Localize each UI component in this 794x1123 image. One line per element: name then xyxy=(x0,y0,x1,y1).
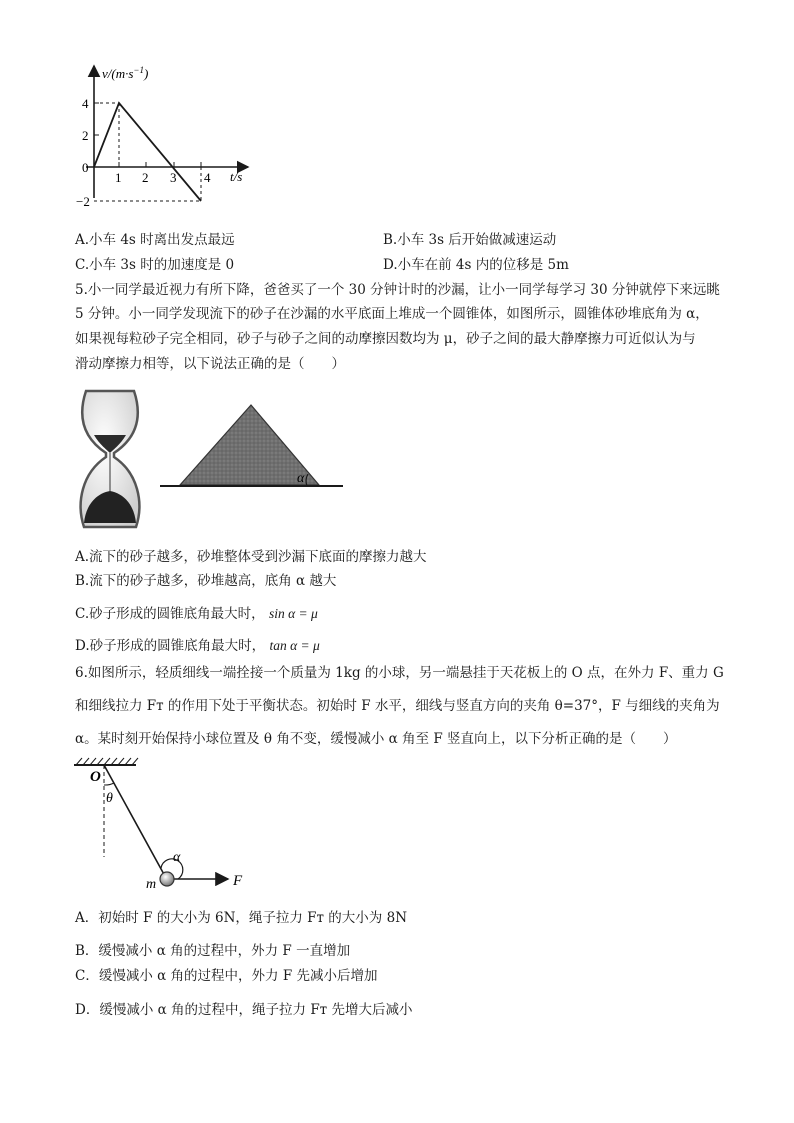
velocity-line xyxy=(94,103,201,201)
hourglass-figure xyxy=(72,385,152,535)
x-tick-2: 2 xyxy=(142,170,149,185)
q5-option-a: A.流下的砂子越多，砂堆整体受到沙漏下底面的摩擦力越大 xyxy=(75,549,427,565)
q5-stem-line-4: 滑动摩擦力相等，以下说法正确的是（ ） xyxy=(75,356,345,372)
q6-option-a: A．初始时 F 的大小为 6N，绳子拉力 Fᴛ 的大小为 8N xyxy=(75,910,408,926)
q4-option-d: D.小车在前 4s 内的位移是 5m xyxy=(383,257,569,273)
pendulum-figure xyxy=(70,755,260,895)
q5-option-d-formula: tan α = μ xyxy=(269,638,320,653)
q5-option-c xyxy=(75,605,318,623)
string xyxy=(104,765,166,878)
q6-option-b: B．缓慢减小 α 角的过程中，外力 F 一直增加 xyxy=(75,943,351,959)
q4-option-a: A.小车 4s 时离出发点最远 xyxy=(75,232,235,248)
q4-option-b: B.小车 3s 后开始做减速运动 xyxy=(383,232,557,248)
y-tick-2: 2 xyxy=(82,128,89,143)
x-tick-4: 4 xyxy=(204,170,211,185)
velocity-time-graph xyxy=(70,58,260,218)
q6-stem-line-2: 和细线拉力 Fᴛ 的作用下处于平衡状态。初始时 F 水平，细线与竖直方向的夹角 θ=37°，F 与细线的夹角为 xyxy=(75,698,720,714)
x-axis-label: t/s xyxy=(230,169,243,184)
force-label: F xyxy=(233,873,243,889)
q4-option-c: C.小车 3s 时的加速度是 0 xyxy=(75,257,235,273)
q5-option-d-text: D.砂子形成的圆锥底角最大时， xyxy=(75,638,266,654)
x-tick-1: 1 xyxy=(115,170,122,185)
q5-option-c-text: C.砂子形成的圆锥底角最大时， xyxy=(75,606,265,622)
cone-angle-label: α xyxy=(297,471,305,486)
q5-stem-line-3: 如果视每粒砂子完全相同，砂子与砂子之间的动摩擦因数均为 μ，砂子之间的最大静摩擦力可近似认为与 xyxy=(75,331,696,347)
q5-stem-line-2: 5 分钟。小一同学发现流下的砂子在沙漏的水平底面上堆成一个圆锥体，如图所示，圆锥体砂堆底角为 α， xyxy=(75,306,709,322)
q6-stem-line-1: 6.如图所示，轻质细线一端拴接一个质量为 1kg 的小球，另一端悬挂于天花板上的 O 点，在外力 F、重力 G xyxy=(75,665,724,681)
q5-option-d xyxy=(75,637,320,655)
x-tick-3: 3 xyxy=(170,170,177,185)
y-tick-neg2: −2 xyxy=(76,194,90,209)
y-tick-0: 0 xyxy=(82,160,89,175)
theta-label: θ xyxy=(106,791,113,806)
q6-option-c: C．缓慢减小 α 角的过程中，外力 F 先减小后增加 xyxy=(75,968,378,984)
sand-cone-figure xyxy=(155,400,345,495)
point-o-label: O xyxy=(90,769,101,785)
q5-option-b: B.流下的砂子越多，砂堆越高，底角 α 越大 xyxy=(75,573,337,589)
q6-option-d: D．缓慢减小 α 角的过程中，绳子拉力 Fᴛ 先增大后减小 xyxy=(75,1002,413,1018)
alpha-label: α xyxy=(173,850,181,865)
mass-label: m xyxy=(146,877,157,892)
y-axis-label: $v/(m\cdot s^{-1})$ xyxy=(102,65,149,81)
y-tick-4: 4 xyxy=(82,96,89,111)
ball xyxy=(160,872,174,886)
q6-stem-line-3: α。某时刻开始保持小球位置及 θ 角不变，缓慢减小 α 角至 F 竖直向上，以下分析正确的是（ ） xyxy=(75,731,677,747)
q5-stem-line-1: 5.小一同学最近视力有所下降，爸爸买了一个 30 分钟计时的沙漏，让小一同学每学习 30 分钟就停下来远眺 xyxy=(75,282,720,298)
q5-option-c-formula: sin α = μ xyxy=(268,606,318,621)
